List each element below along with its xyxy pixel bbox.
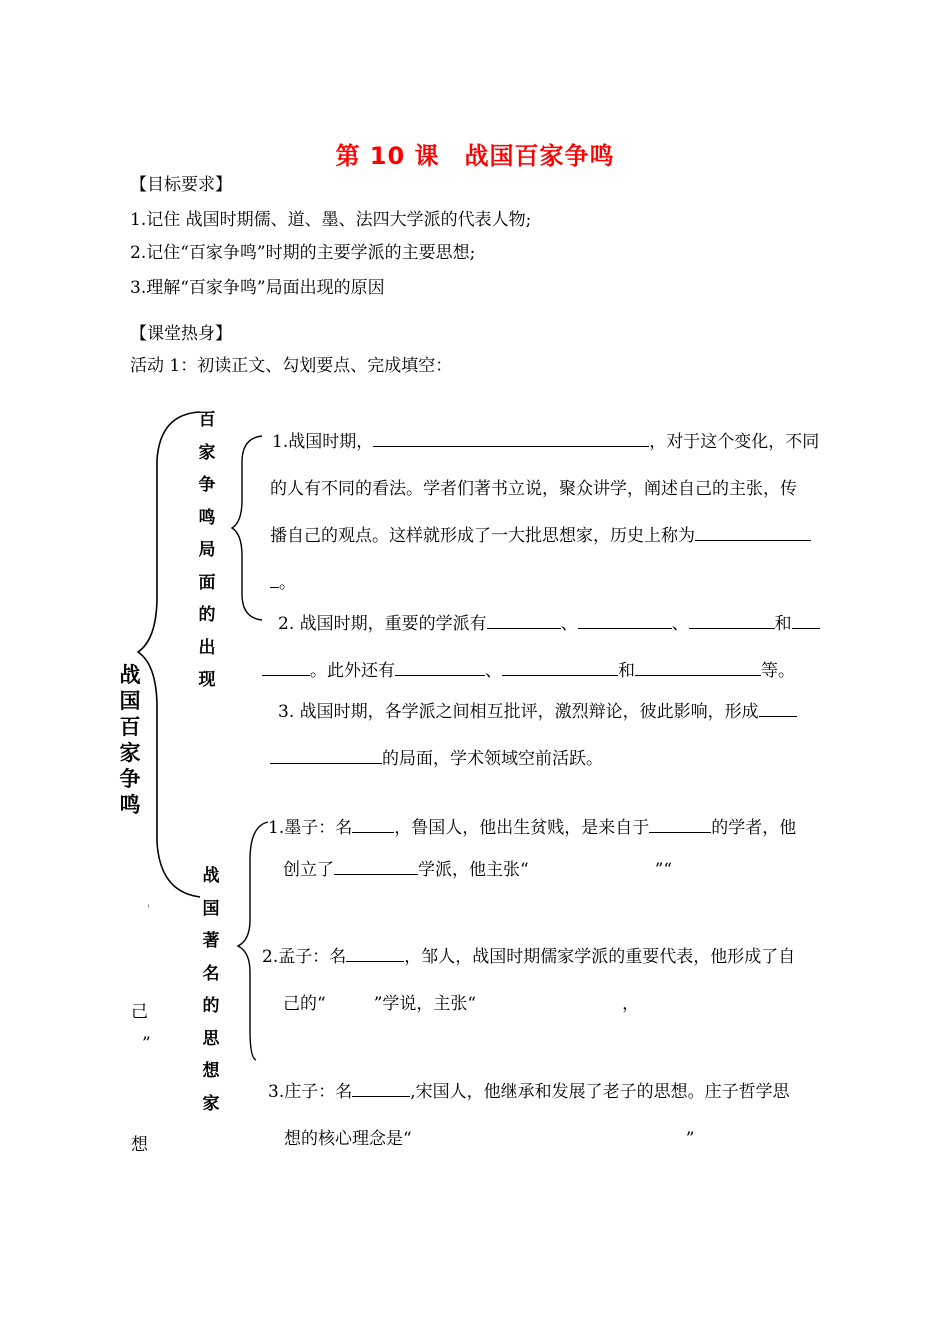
s1-q3-line1: 3. 战国时期，各学派之间相互批评，激烈辩论，彼此影响，形成 [278, 690, 797, 735]
s1-q1-line1: 1.战国时期， ，对于这个变化，不同 [272, 420, 819, 465]
goals-heading: 【目标要求】 [130, 175, 232, 195]
s2-mozi-line1: 1.墨子：名 ，鲁国人，他出生贫贱，是来自于 的学者，他 [268, 806, 796, 851]
s1-q1-line2: 的人有不同的看法。学者们著书立说，聚众讲学，阐述自己的主张，传 [270, 479, 797, 499]
activity-instruction: 活动 1：初读正文、勾划要点、完成填空： [130, 356, 453, 376]
s2-mengzi-line1: 2.孟子：名 ，邹人，战国时期儒家学派的重要代表，他形成了自 [262, 935, 795, 980]
stray-dot: ' [147, 904, 150, 915]
branch1-vertical: 百 家 争 鸣 局 面 的 出 现 [198, 410, 216, 690]
stray-ji: 己 [131, 1002, 148, 1022]
s1-q1-line4: 。 [270, 561, 296, 606]
goal-item-3: 3.理解“百家争鸣”局面出现的原因 [130, 278, 385, 298]
stray-quote: ” [142, 1034, 151, 1054]
s2-mozi-line2: 创立了 学派，他主张“ ”“ [283, 848, 672, 893]
branch2-vertical: 战 国 著 名 的 思 想 家 [202, 866, 220, 1114]
s1-q2-line1: 2. 战国时期，重要的学派有 、 、 和 [278, 602, 820, 647]
s1-q1-line3: 播自己的观点。这样就形成了一大批思想家，历史上称为 [270, 514, 811, 559]
main-topic-vertical: 战 国 百 家 争 鸣 [119, 663, 141, 817]
goal-item-1: 1.记住 战国时期儒、道、墨、法四大学派的代表人物; [130, 210, 532, 230]
branch1-brace [232, 436, 262, 620]
s2-zhuangzi-line2: 想的核心理念是“ ” [284, 1129, 695, 1149]
s1-q3-line2: 的局面，学术领域空前活跃。 [270, 737, 603, 782]
s2-mengzi-line2: 己的“ ”学说，主张“ ， [283, 994, 640, 1014]
main-brace [138, 412, 200, 897]
goal-item-2: 2.记住“百家争鸣”时期的主要学派的主要思想; [130, 243, 476, 263]
s1-q2-line2: 。此外还有 、 和 等。 [262, 649, 795, 694]
s2-zhuangzi-line1: 3.庄子：名 ,宋国人，他继承和发展了老子的思想。庄子哲学思 [268, 1070, 790, 1115]
warmup-heading: 【课堂热身】 [130, 324, 232, 344]
stray-xiang: 想 [131, 1135, 148, 1155]
page-title: 第 10 课 战国百家争鸣 [335, 142, 615, 170]
